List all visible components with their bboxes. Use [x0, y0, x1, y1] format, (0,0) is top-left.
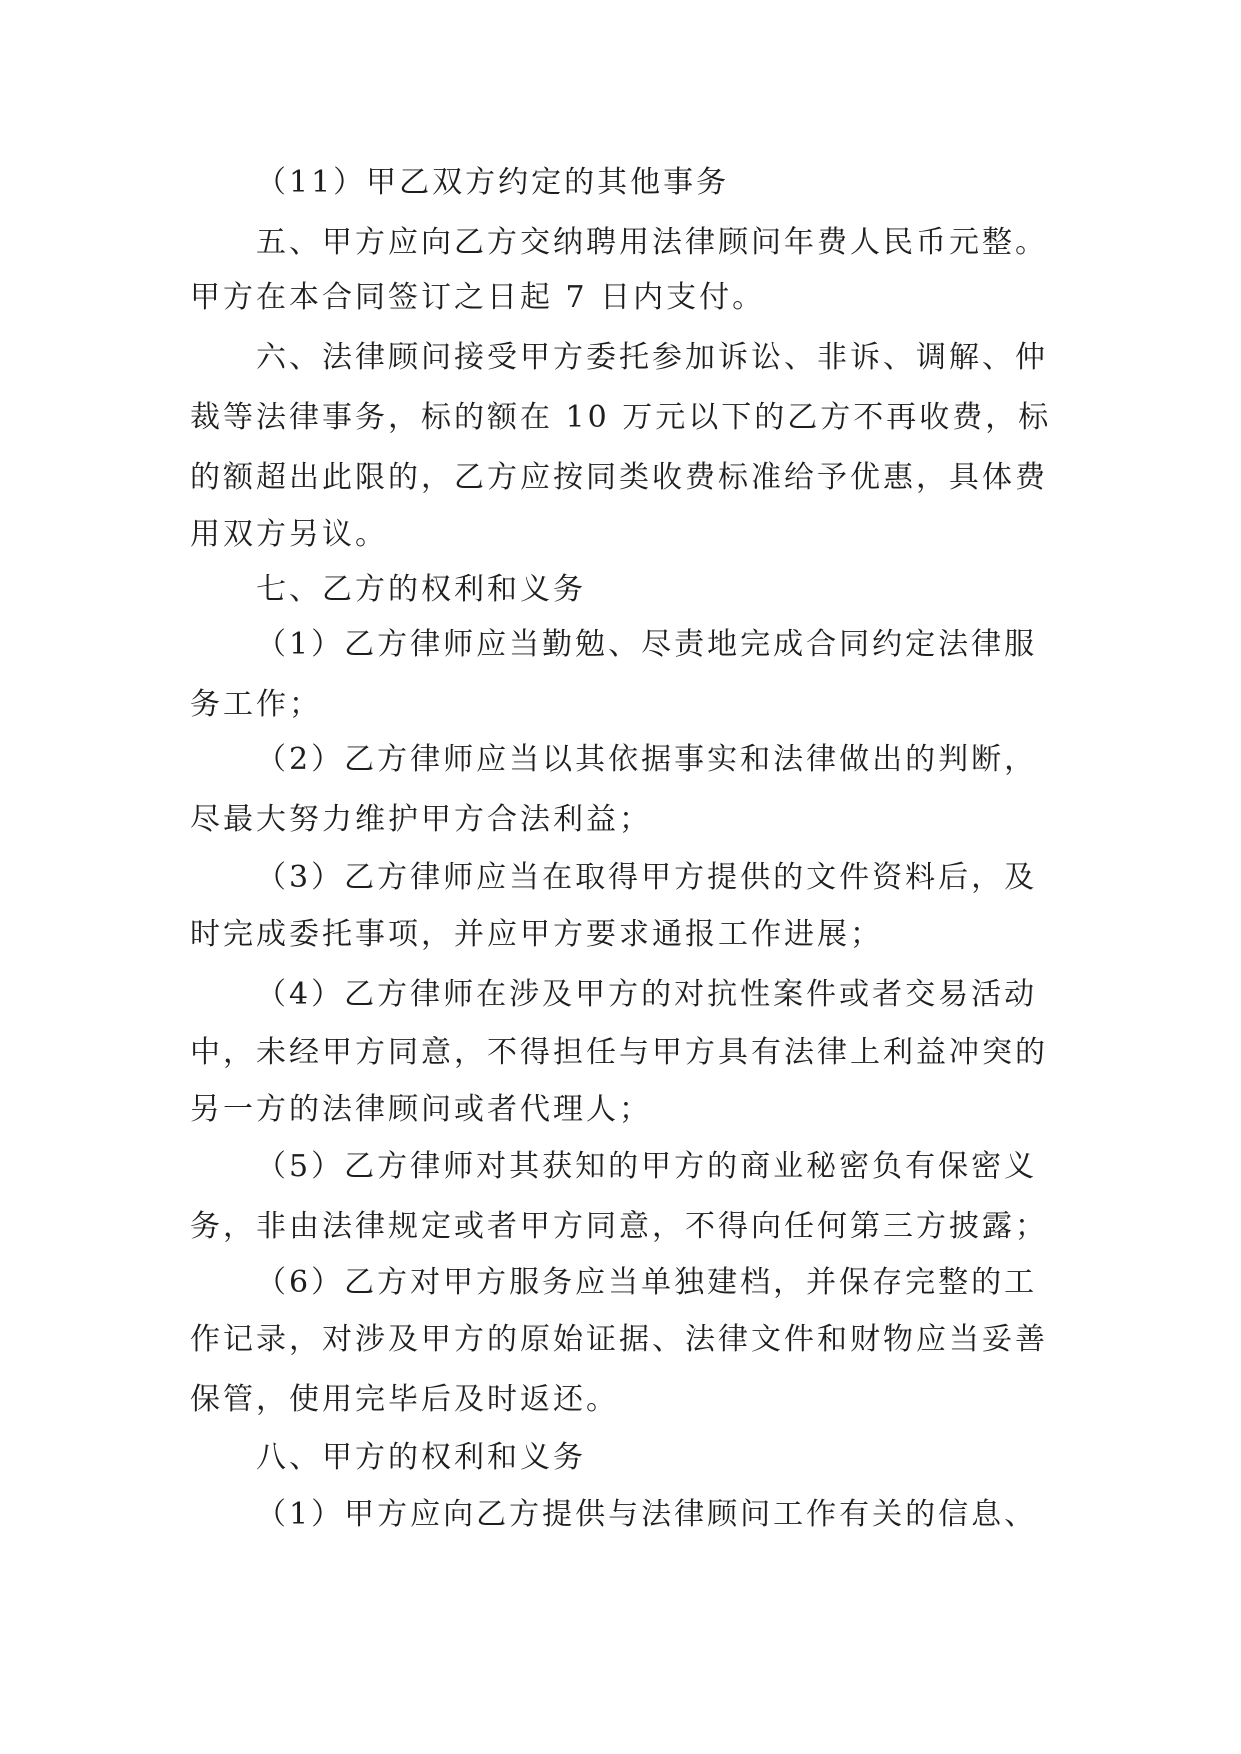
clause-7-item-4-line: 另一方的法律顾问或者代理人； — [190, 1092, 652, 1127]
clause-7-item-4-line: 中，未经甲方同意，不得担任与甲方具有法律上利益冲突的 — [190, 1035, 1048, 1070]
clause-7-item-5: （5）乙方律师对其获知的甲方的商业秘密负有保密义 — [256, 1149, 1038, 1184]
clause-7-item-4: （4）乙方律师在涉及甲方的对抗性案件或者交易活动 — [256, 977, 1038, 1012]
clause-7-item-2-line: 尽最大努力维护甲方合法利益； — [190, 802, 652, 837]
clause-7-item-5-line: 务，非由法律规定或者甲方同意，不得向任何第三方披露； — [190, 1209, 1048, 1244]
clause-7-item-6-line: 作记录，对涉及甲方的原始证据、法律文件和财物应当妥善 — [190, 1322, 1048, 1357]
clause-7-item-6: （6）乙方对甲方服务应当单独建档，并保存完整的工 — [256, 1265, 1038, 1300]
clause-7-item-1-line: 务工作； — [190, 687, 322, 722]
clause-7-item-1: （1）乙方律师应当勤勉、尽责地完成合同约定法律服 — [256, 627, 1038, 662]
clause-8-item-1: （1）甲方应向乙方提供与法律顾问工作有关的信息、 — [256, 1497, 1038, 1532]
clause-6-line: 的额超出此限的，乙方应按同类收费标准给予优惠，具体费 — [190, 460, 1048, 495]
clause-8-heading: 八、甲方的权利和义务 — [256, 1440, 586, 1475]
clause-7-item-2: （2）乙方律师应当以其依据事实和法律做出的判断， — [256, 742, 1038, 777]
clause-6-line: 用双方另议。 — [190, 517, 388, 552]
clause-7-item-6-line: 保管，使用完毕后及时返还。 — [190, 1382, 619, 1417]
clause-5-heading: 五、甲方应向乙方交纳聘用法律顾问年费人民币元整。 — [256, 225, 1048, 260]
clause-7-item-3: （3）乙方律师应当在取得甲方提供的文件资料后，及 — [256, 860, 1038, 895]
clause-7-heading: 七、乙方的权利和义务 — [256, 572, 586, 607]
clause-5-line: 甲方在本合同签订之日起 7 日内支付。 — [190, 280, 766, 315]
clause-7-item-3-line: 时完成委托事项，并应甲方要求通报工作进展； — [190, 917, 883, 952]
clause-6-line: 裁等法律事务，标的额在 10 万元以下的乙方不再收费，标 — [190, 400, 1052, 435]
clause-4-item-11: （11）甲乙双方约定的其他事务 — [256, 165, 730, 200]
clause-6-heading: 六、法律顾问接受甲方委托参加诉讼、非诉、调解、仲 — [256, 340, 1048, 375]
